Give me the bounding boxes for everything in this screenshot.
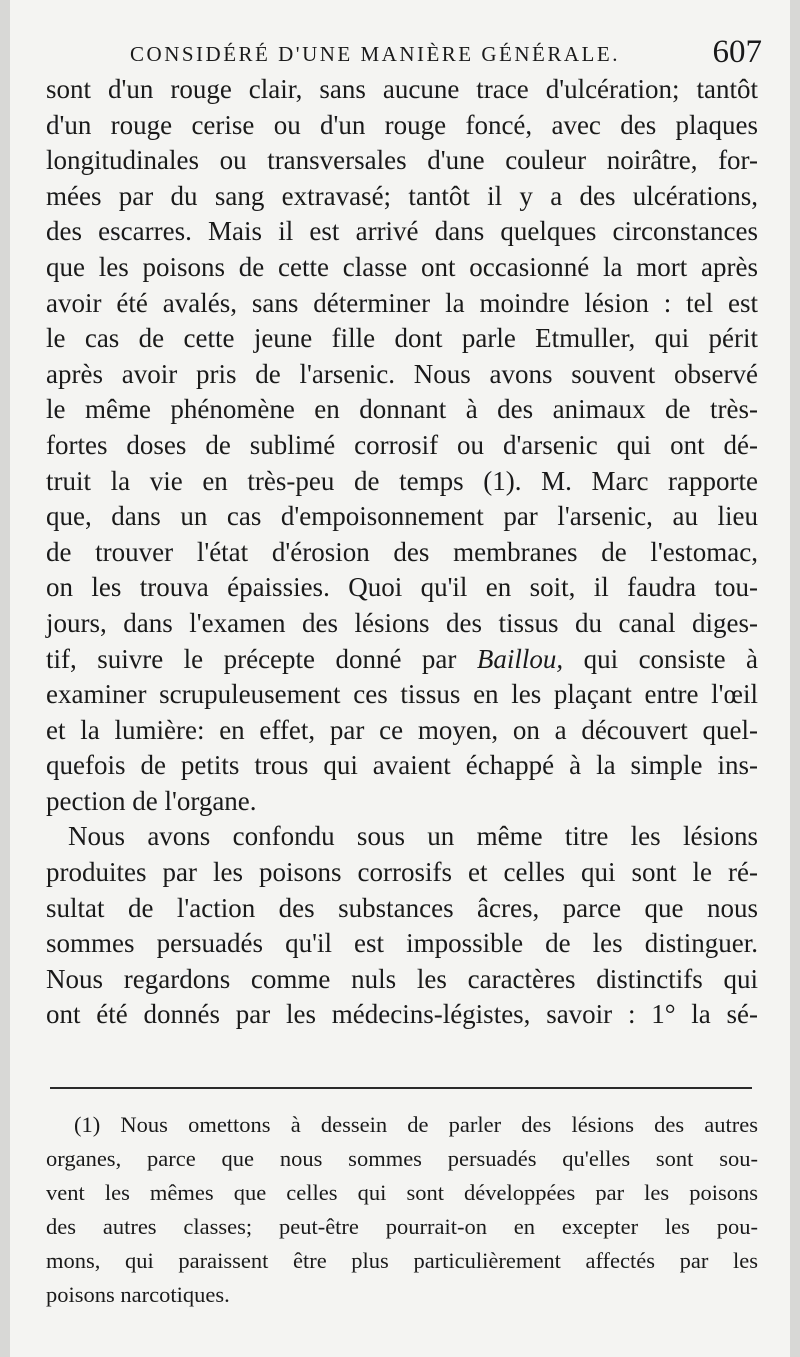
text-line: ont été donnés par les médecins-légistes, savoir : 1° la sé- [46, 999, 758, 1030]
text-line: jours, dans l'examen des lésions des tissus du canal diges- [46, 607, 758, 638]
page-edge-right [790, 0, 800, 1357]
paragraph-end-line: pection de l'organe. [46, 785, 257, 816]
text-line: sultat de l'action des substances âcres, parce que nous [46, 892, 758, 923]
footnote-divider [50, 1087, 752, 1089]
text-line: le même phénomène en donnant à des animaux de très- [46, 394, 758, 425]
text-line [46, 642, 758, 678]
text-line: produites par les poisons corrosifs et celles qui sont le ré- [46, 857, 758, 888]
text-line: que, dans un cas d'empoisonnement par l'arsenic, au lieu [46, 501, 758, 532]
footnote-line: organes, parce que nous sommes persuadés qu'elles sont sou- [46, 1146, 758, 1171]
footnote [46, 1108, 758, 1312]
footnote-line: des autres classes; peut-être pourrait-on en excepter les pou- [46, 1214, 758, 1239]
text-line: longitudinales ou transversales d'une couleur noirâtre, for- [46, 145, 758, 176]
text-line: d'un rouge cerise ou d'un rouge foncé, avec des plaques [46, 109, 758, 140]
text-line: mées par du sang extravasé; tantôt il y a des ulcérations, [46, 180, 758, 211]
text-line: truit la vie en très-peu de temps (1). M. Marc rapporte [46, 465, 758, 496]
text-line: que les poisons de cette classe ont occasionné la mort après [46, 251, 758, 282]
running-title: CONSIDÉRÉ D'UNE MANIÈRE GÉNÉRALE. [130, 42, 620, 66]
text-line: sont d'un rouge clair, sans aucune trace d'ulcération; tantôt [46, 74, 758, 104]
footnote-line: vent les mêmes que celles qui sont développées par les poisons [46, 1180, 758, 1205]
footnote-line: (1) Nous omettons à dessein de parler des lésions des autres [74, 1112, 758, 1137]
text-line: on les trouva épaissies. Quoi qu'il en soit, il faudra tou- [46, 572, 758, 603]
text-line: quefois de petits trous qui avaient échappé à la simple ins- [46, 750, 758, 781]
text-line: et la lumière: en effet, par ce moyen, on a découvert quel- [46, 714, 758, 745]
text-segment: tif, suivre le précepte donné par [46, 643, 457, 674]
text-line: sommes persuadés qu'il est impossible de les distinguer. [46, 928, 758, 959]
text-segment: qui consiste à [583, 643, 759, 674]
text-line: Nous regardons comme nuls les caractères distinctifs qui [46, 963, 758, 994]
page-number: 607 [712, 34, 762, 70]
text-line: le cas de cette jeune fille dont parle Etmuller, qui périt [46, 323, 758, 354]
body-text [46, 72, 758, 1033]
text-line: fortes doses de sublimé corrosif ou d'arsenic qui ont dé- [46, 429, 758, 460]
footnote-line: poisons narcotiques. [46, 1282, 230, 1307]
paragraph-start-line: Nous avons confondu sous un même titre les lésions [68, 821, 758, 852]
text-line: avoir été avalés, sans déterminer la moindre lésion : tel est [46, 287, 758, 318]
text-line: des escarres. Mais il est arrivé dans quelques circonstances [46, 216, 758, 247]
footnote-line: mons, qui paraissent être plus particulièrement affectés par les [46, 1248, 758, 1273]
text-line: après avoir pris de l'arsenic. Nous avons souvent observé [46, 358, 758, 389]
text-line: de trouver l'état d'érosion des membranes de l'estomac, [46, 536, 758, 567]
text-line: examiner scrupuleusement ces tissus en les plaçant entre l'œil [46, 679, 758, 710]
cited-author-italic: Baillou, [476, 643, 564, 674]
page-edge-left [0, 0, 10, 1357]
